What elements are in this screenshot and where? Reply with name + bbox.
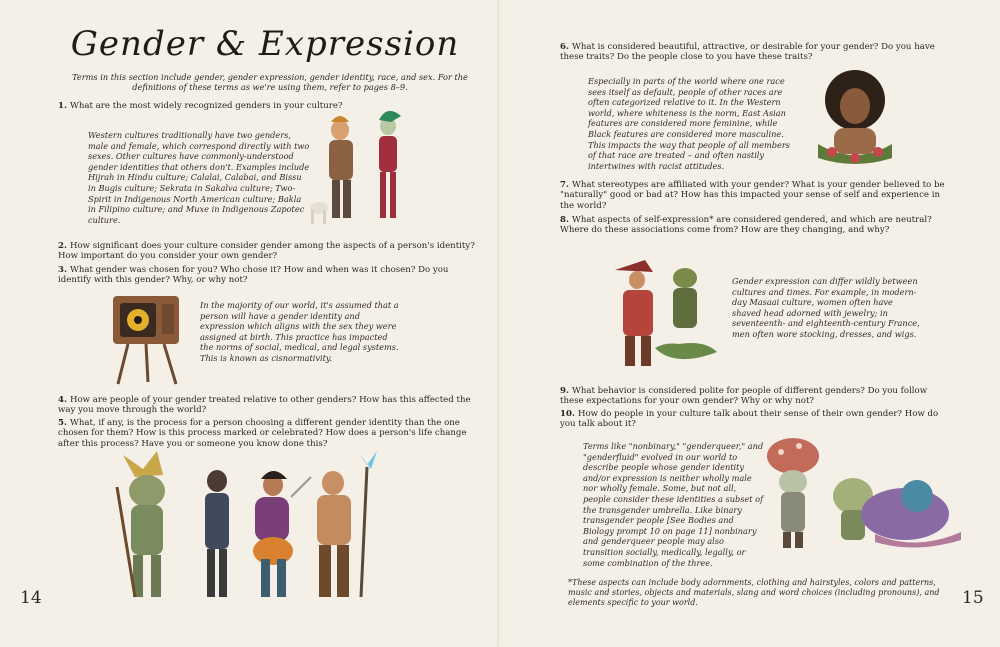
illustration-party-of-heroes xyxy=(105,447,395,607)
page-title: Gender & Expression xyxy=(70,24,460,64)
question-6: 6. What is considered beautiful, attractive, or desirable for your gender? Do you have these traits? Do the people close to you have these traits? xyxy=(560,42,935,63)
question-8: 8. What aspects of self-expression* are considered gendered, and which are neutral? Where do these associations come from? How are they changing, and why? xyxy=(560,215,932,236)
question-10: 10. How do people in your culture talk about their sense of their own gender? How do you talk about it? xyxy=(560,409,939,430)
question-2: 2. How significant does your culture consider gender among the aspects of a person's identity? How important do you consider your own gender? xyxy=(58,241,475,262)
sidebar-note-genders: Western cultures traditionally have two genders, male and female, which correspond directly with two sexes. Other cultures have commonly-understood gender identities that others don't. Examples include Hijrah in Hindu culture; Calalai, Calabai, and Bissu in Bugis culture; Sekrata in Sakalva culture; Two-Spirit in Indigenous North American culture; Bakla in Filipino culture; and Muxe in Indigenous Zapotec culture. xyxy=(88,130,310,225)
illustration-portrait-woman xyxy=(810,66,900,166)
question-7: 7. What stereotypes are affiliated with your gender? What is your gender believed to be "naturally" good or bad at? How has this impacted your sense of self and experience in the world? xyxy=(560,180,945,211)
illustration-mushroom-folk-and-snail xyxy=(765,434,965,554)
page-number-right: 15 xyxy=(962,588,984,608)
illustration-adventurers xyxy=(305,102,415,232)
question-5: 5. What, if any, is the process for a person choosing a different gender identity than the one chosen for them? How is this process marked or celebrated? How does a person's life change after this process? Have you or someone you know done this? xyxy=(58,418,467,449)
question-9: 9. What behavior is considered polite for people of different genders? Do you follow these expectations for your own gender? Why or why not? xyxy=(560,386,928,407)
question-4: 4. How are people of your gender treated relative to other genders? How has this affected the way you move through the world? xyxy=(58,395,471,416)
sidebar-note-nonbinary: Terms like "nonbinary," "genderqueer," and "genderfluid" evolved in our world to describe people whose gender identity and/or expression is neither wholly male nor wholly female. Some, but not all, people consider these identities a subset of the transgender umbrella. Like binary transgender people [See Bodies and Biology prompt 10 on page 11] nonbinary and genderqueer people may also transition socially, medically, legally, or some combination of the three. xyxy=(583,441,764,568)
sidebar-note-race: Especially in parts of the world where one race sees itself as default, people of other races are often categorized relative to it. In the Western world, where whiteness is the norm, East Asian features are considered more feminine, while Black features are considered more masculine. This impacts the way that people of all members of that race are treated – and often nastily intertwines with racist attitudes. xyxy=(588,76,790,171)
illustration-musketeer-and-lizard xyxy=(605,248,725,373)
page-gutter xyxy=(497,0,503,647)
intro-text: Terms in this section include gender, gender expression, gender identity, race, and sex. For the definitions of these terms as we're using them, refer to pages 8–9. xyxy=(72,72,468,92)
footnote: *These aspects can include body adornments, clothing and hairstyles, colors and patterns, music and stories, objects and materials, slang and word choices (including pronouns), and elements specific to your world. xyxy=(568,578,940,608)
question-1: 1. What are the most widely recognized genders in your culture? xyxy=(58,101,343,111)
sidebar-note-expression: Gender expression can differ wildly between cultures and times. For example, in modern-day Masaai culture, women often have shaved head adorned with jewelry; in seventeenth- and eighteenth-century France, men often wore stocking, dresses, and wigs. xyxy=(732,276,920,339)
question-3: 3. What gender was chosen for you? Who chose it? How and when was it chosen? Do you identify with this gender? Why, or why not? xyxy=(58,265,449,286)
illustration-tv-creature xyxy=(108,290,193,390)
page-number-left: 14 xyxy=(20,588,42,608)
sidebar-note-cisnormativity: In the majority of our world, it's assumed that a person will have a gender identity and expression which aligns with the sex they were assigned at birth. This practice has impacted the norms of social, medical, and legal systems. This is known as cisnormativity. xyxy=(200,300,399,363)
